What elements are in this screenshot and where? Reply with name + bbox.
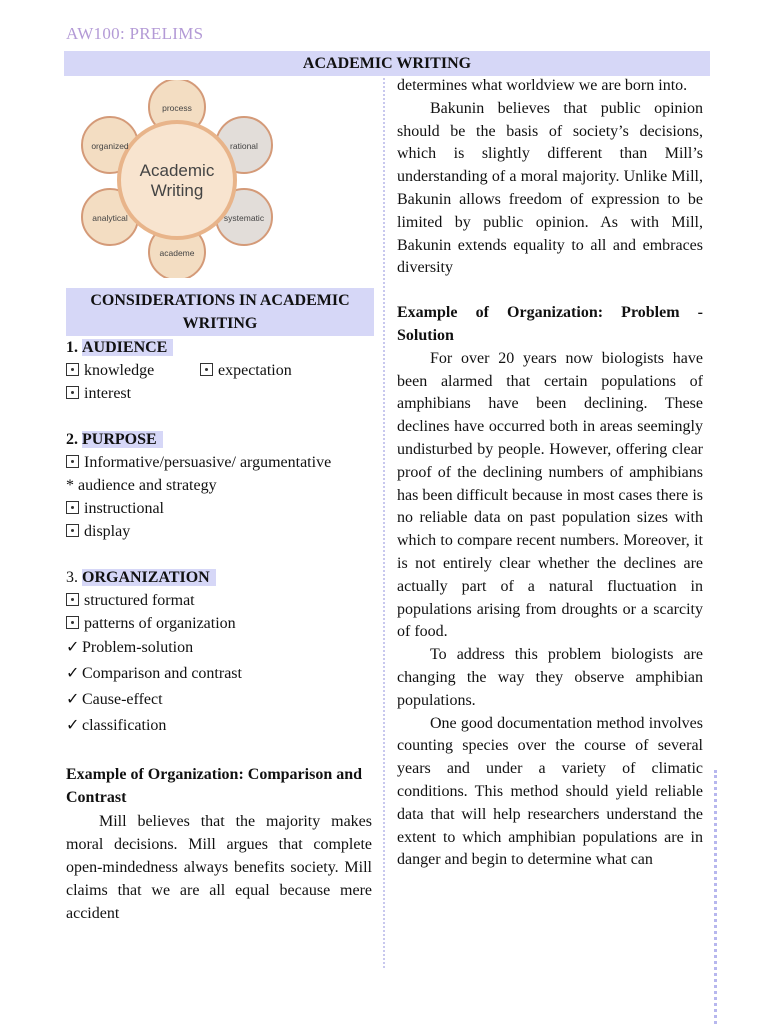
purpose-item-informative: Informative/persuasive/ argumentative [84, 453, 332, 471]
bullet-box-icon [66, 386, 79, 399]
academic-writing-diagram [66, 80, 366, 278]
pattern-comparison-contrast: Comparison and contrast [82, 665, 242, 683]
center-label-line1: Academic [139, 161, 215, 180]
audience-title: AUDIENCE [82, 339, 173, 356]
audience-items-row [66, 359, 372, 382]
purpose-item-display: display [84, 523, 131, 541]
node-label-process: process [162, 103, 192, 113]
pattern-problem-solution: Problem-solution [82, 639, 194, 657]
bullet-box-icon [66, 455, 79, 468]
organization-heading [66, 566, 372, 589]
node-label-organized: organized [91, 141, 129, 151]
right-paragraph-3: For over 20 years now biologists have been alarmed that certain populations of amphibians have been declining. These declines have occurred both in areas seemingly undisturbed by people. However, offering clear proof of the declining numbers of amphibians has been difficult because in most cases there is no reliable data on past population sizes with which to compare recent numbers. Moreover, it is not entirely clear whether the declines are actually part of a natural fluctuation in populations arising from droughts or a scarcity of food. [397, 349, 703, 641]
organization-title: ORGANIZATION [82, 569, 216, 586]
purpose-note: * audience and strategy [66, 477, 217, 495]
bullet-box-icon [66, 501, 79, 514]
bullet-box-icon [66, 616, 79, 629]
audience-item-expectation: expectation [218, 362, 292, 380]
example-comparison-paragraph: Mill believes that the majority makes moral decisions. Mill argues that complete open-mindedness always benefits society. Mill claims that we are all equal because mere accident [66, 812, 372, 923]
purpose-number: 2. [66, 430, 78, 448]
right-paragraph-2: Bakunin believes that public opinion should be the basis of society’s decisions, which is slightly different than Mill’s understanding of a moral majority. Unlike Mill, Bakunin allows freedom of expression to be limited by public opinion. As with Mill, Bakunin extends equality to all and embraces diversity [397, 99, 703, 277]
bullet-box-icon [200, 363, 213, 376]
column-divider [383, 78, 385, 968]
right-paragraph-1: determines what worldview we are born into. [397, 77, 688, 94]
audience-number: 1. [66, 339, 78, 356]
left-column [66, 288, 372, 926]
pattern-classification: classification [82, 717, 167, 735]
organization-item-patterns: patterns of organization [84, 615, 236, 633]
node-label-rational: rational [230, 141, 258, 151]
check-icon: ✓ [66, 691, 80, 709]
example-problem-solution-heading: Example of Organization: Problem - Solution [397, 304, 703, 344]
pattern-cause-effect: Cause-effect [82, 691, 163, 709]
audience-item-knowledge: knowledge [84, 362, 155, 380]
right-paragraph-5: One good documentation method involves counting species over the course of several years and under a variety of climatic conditions. This method should yield reliable data that will help researchers understand the extent to which amphibian populations are in danger and begin to determine what can [397, 714, 703, 869]
right-paragraph-4: To address this problem biologists are changing the way they observe amphibian populations. [397, 646, 703, 709]
section-title-band: ACADEMIC WRITING [64, 51, 710, 76]
bullet-box-icon [66, 524, 79, 537]
audience-item-interest: interest [84, 385, 132, 403]
center-label-line2: Writing [150, 181, 204, 200]
node-label-analytical: analytical [92, 213, 128, 223]
check-icon: ✓ [66, 639, 80, 657]
bullet-box-icon [66, 593, 79, 606]
right-margin-dots [714, 770, 717, 1024]
considerations-heading: CONSIDERATIONS IN ACADEMIC WRITING [66, 288, 374, 336]
purpose-heading [66, 428, 372, 451]
right-column [397, 75, 703, 872]
organization-item-structured: structured format [84, 591, 195, 609]
check-icon: ✓ [66, 665, 80, 683]
purpose-item-instructional: instructional [84, 500, 164, 518]
bullet-box-icon [66, 363, 79, 376]
course-title: AW100: PRELIMS [66, 24, 204, 43]
check-icon: ✓ [66, 717, 80, 735]
node-label-systematic: systematic [223, 213, 265, 223]
node-label-academe: academe [159, 248, 195, 258]
center-circle [119, 122, 235, 238]
audience-heading [66, 336, 372, 359]
example-comparison-heading: Example of Organization: Comparison and Contrast [66, 766, 363, 807]
organization-number: 3. [66, 568, 78, 586]
purpose-title: PURPOSE [82, 431, 163, 448]
